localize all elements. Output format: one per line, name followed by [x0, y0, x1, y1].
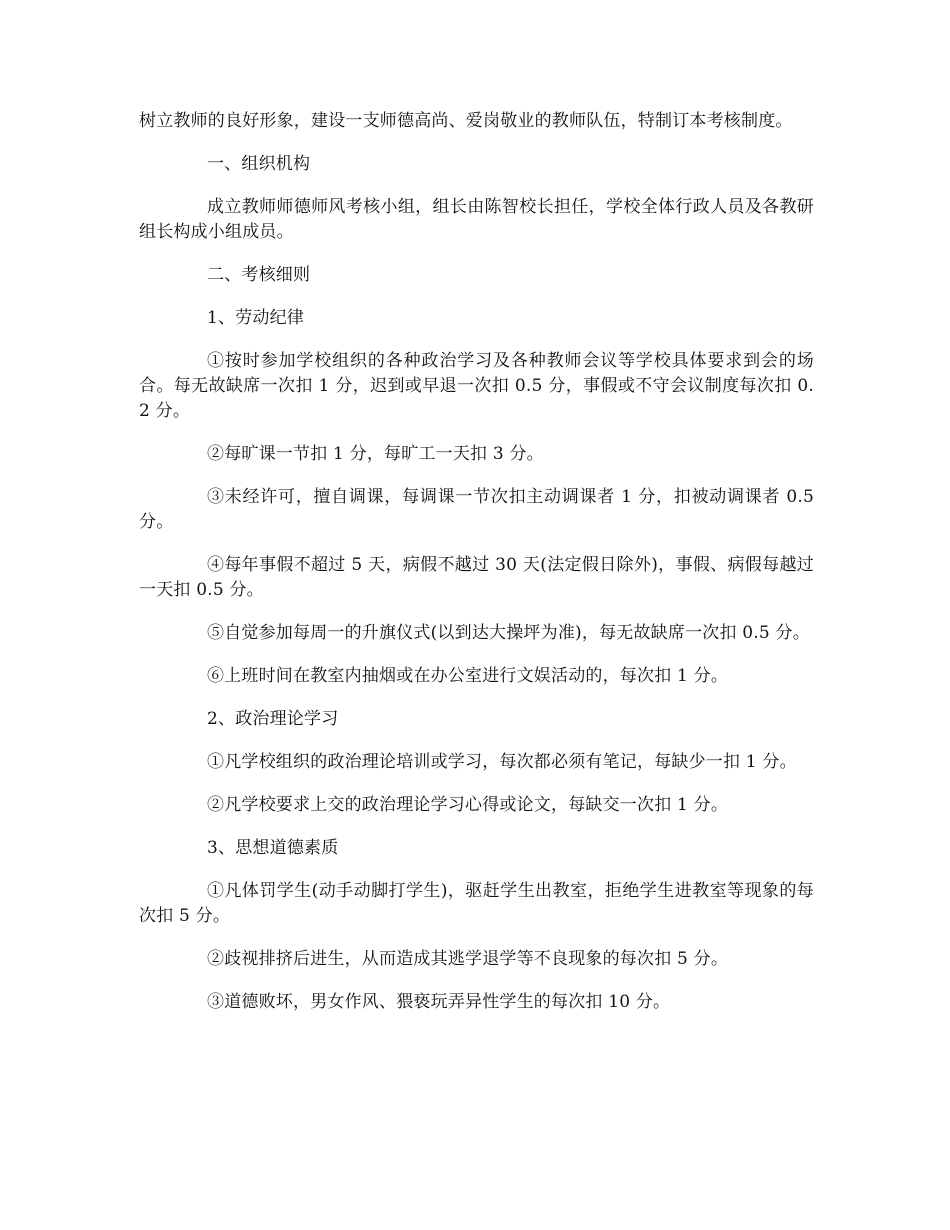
rule-item: ②凡学校要求上交的政治理论学习心得或论文，每缺交一次扣 1 分。	[207, 795, 729, 815]
rule-item: ⑤自觉参加每周一的升旗仪式(以到达大操坪为准)，每无故缺席一次扣 0.5 分。	[207, 623, 810, 643]
rule-item: ③道德败坏，男女作风、猥亵玩弄异性学生的每次扣 10 分。	[207, 992, 671, 1012]
rule-item: ⑥上班时间在教室内抽烟或在办公室进行文娱活动的，每次扣 1 分。	[207, 666, 729, 686]
rule-item: ②歧视排挤后进生，从而造成其逃学退学等不良现象的每次扣 5 分。	[207, 949, 729, 969]
rule-item: ④每年事假不超过 5 天，病假不越过 30 天(法定假日除外)，事假、病假每越过一天扣 0.5 分。	[139, 555, 814, 600]
document-body	[139, 109, 814, 1033]
rule-item: ②每旷课一节扣 1 分，每旷工一天扣 3 分。	[207, 444, 544, 464]
intro-paragraph: 树立教师的良好形象，建设一支师德高尚、爱岗敬业的教师队伍，特制订本考核制度。	[139, 111, 793, 131]
rule-item: ①凡学校组织的政治理论培训或学习，每次都必须有笔记，每缺少一扣 1 分。	[207, 752, 797, 772]
subheading-labor-discipline: 1、劳动纪律	[207, 308, 305, 328]
subheading-moral-quality: 3、思想道德素质	[207, 838, 339, 858]
rule-item: ①按时参加学校组织的各种政治学习及各种教师会议等学校具体要求到会的场合。每无故缺席一次扣 1 分，迟到或早退一次扣 0.5 分，事假或不守会议制度每次扣 0.2 分。	[139, 351, 814, 421]
subheading-political-study: 2、政治理论学习	[207, 709, 339, 729]
section-heading-organization: 一、组织机构	[207, 154, 311, 174]
organization-paragraph: 成立教师师德师风考核小组，组长由陈智校长担任，学校全体行政人员及各教研组长构成小组成员。	[139, 197, 814, 242]
section-heading-assessment-rules: 二、考核细则	[207, 265, 311, 285]
rule-item: ①凡体罚学生(动手动脚打学生)，驱赶学生出教室，拒绝学生进教室等现象的每次扣 5 分。	[139, 881, 814, 926]
rule-item: ③未经许可，擅自调课，每调课一节次扣主动调课者 1 分，扣被动调课者 0.5 分。	[139, 487, 814, 532]
